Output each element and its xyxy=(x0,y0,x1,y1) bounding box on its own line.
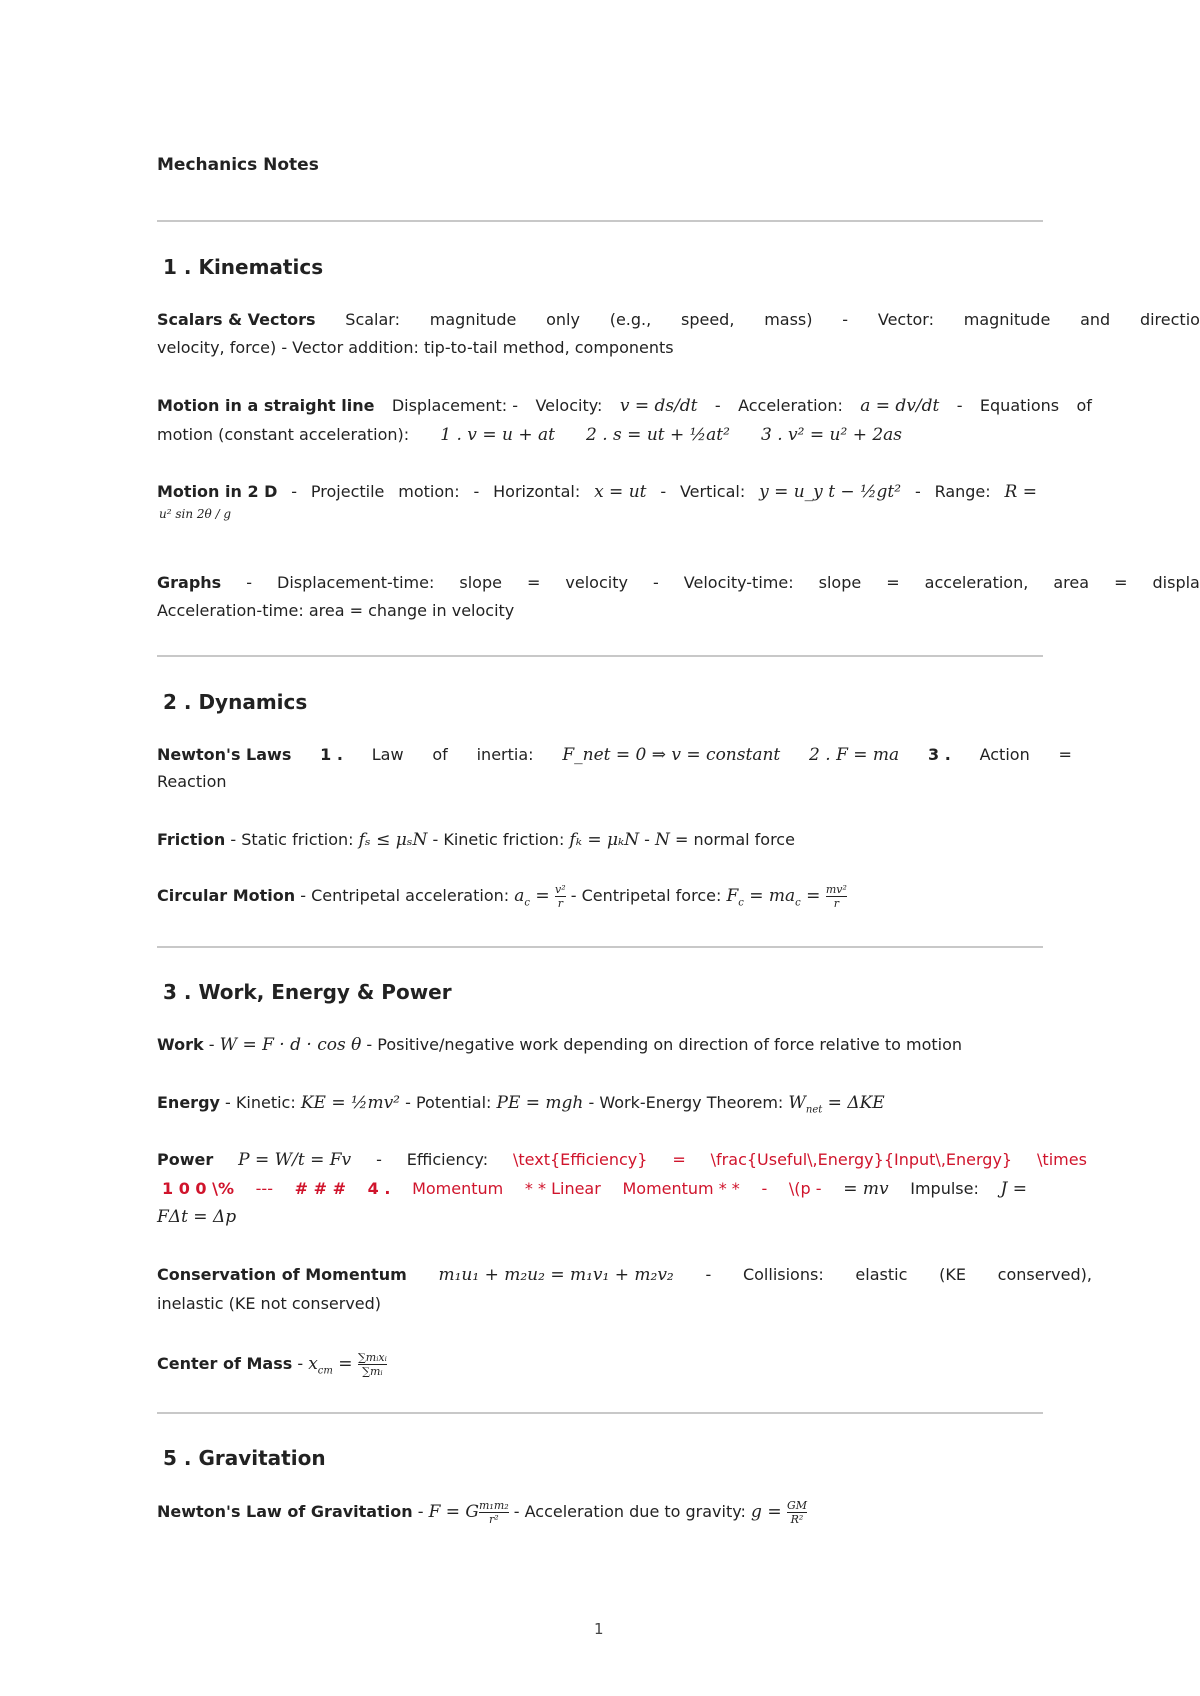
word: Horizontal: xyxy=(493,482,581,501)
com-label: Center of Mass xyxy=(157,1354,293,1373)
eq-sub: c xyxy=(795,897,801,909)
word: - xyxy=(705,1265,712,1284)
word: - xyxy=(956,396,963,415)
range-eq: R = xyxy=(1004,482,1037,502)
word: (KE xyxy=(939,1265,966,1284)
horizontal-eq: x = ut xyxy=(594,482,647,502)
word: Equations xyxy=(979,396,1060,415)
raw-latex: \(p - xyxy=(788,1179,822,1198)
fraction xyxy=(787,1500,807,1525)
word: Action xyxy=(979,745,1030,764)
page-title: Mechanics Notes xyxy=(157,155,319,175)
word: - xyxy=(291,482,298,501)
word: slope xyxy=(459,573,502,592)
divider xyxy=(157,655,1043,657)
text: - Positive/negative work depending on direction of force relative to motion xyxy=(361,1035,963,1054)
kinematic-eq-1: 1 . v = u + at xyxy=(440,425,555,445)
conservation-line-1 xyxy=(157,1265,1092,1285)
text: - Kinetic friction: xyxy=(427,830,570,849)
word: velocity xyxy=(565,573,628,592)
word: Acceleration: xyxy=(738,396,843,415)
eq-part: = ΔKE xyxy=(822,1093,885,1113)
text: - Acceleration due to gravity: xyxy=(508,1502,752,1521)
text: - Work-Energy Theorem: xyxy=(583,1093,789,1112)
newton-line-1 xyxy=(157,745,1072,765)
eq-part: x xyxy=(308,1354,318,1374)
denominator: r xyxy=(557,897,563,910)
text: - Static friction: xyxy=(225,830,359,849)
word: Range: xyxy=(934,482,991,501)
denominator: r xyxy=(833,897,839,910)
denominator: R² xyxy=(790,1513,804,1526)
word: mass) xyxy=(764,310,813,329)
numerator: ∑mᵢxᵢ xyxy=(357,1351,387,1364)
divider xyxy=(157,220,1043,222)
word: of xyxy=(1076,396,1092,415)
raw-latex: Momentum xyxy=(412,1179,504,1198)
section-heading-kinematics: 1 . Kinematics xyxy=(163,255,324,279)
raw-latex: --- xyxy=(255,1179,273,1198)
velocity-eq: v = ds/dt xyxy=(619,396,698,416)
word: Displacement: - xyxy=(391,396,519,415)
circular-label: Circular Motion xyxy=(157,886,296,905)
word: - xyxy=(473,482,480,501)
section-heading-work-energy-power: 3 . Work, Energy & Power xyxy=(163,980,452,1004)
friction-label: Friction xyxy=(157,830,226,849)
raw-latex: # # # xyxy=(294,1179,346,1198)
text: - xyxy=(412,1502,429,1521)
eq-part: g = xyxy=(751,1502,787,1522)
numerator: v² xyxy=(555,883,566,896)
word: - xyxy=(914,482,921,501)
raw-latex: 1 0 0 \% xyxy=(162,1179,234,1198)
word: speed, xyxy=(681,310,735,329)
gravity-accel-eq xyxy=(751,1499,808,1526)
text: = normal force xyxy=(669,830,795,849)
word: - xyxy=(376,1150,382,1169)
word: 1 . xyxy=(320,745,343,764)
word: - xyxy=(652,573,659,592)
word: Efficiency: xyxy=(406,1150,489,1169)
section-heading-dynamics: 2 . Dynamics xyxy=(163,690,308,714)
kinetic-energy-eq: KE = ½mv² xyxy=(300,1093,400,1113)
eq-sub: cm xyxy=(317,1365,333,1377)
text: - Kinetic: xyxy=(219,1093,301,1112)
normal-force-symbol: N xyxy=(655,830,670,850)
word: - xyxy=(660,482,667,501)
second-law-eq: 2 . F = ma xyxy=(809,745,900,765)
motion-label: Motion in a straight line xyxy=(157,396,375,415)
eq-part: F xyxy=(726,886,739,906)
word: slope xyxy=(818,573,862,592)
text: - xyxy=(203,1035,220,1054)
word: conserved), xyxy=(997,1265,1092,1284)
word: Velocity: xyxy=(535,396,603,415)
fraction xyxy=(826,884,847,909)
friction-line xyxy=(157,830,795,850)
divider xyxy=(157,946,1043,948)
static-friction-eq: fₛ ≤ μₛN xyxy=(358,830,428,850)
word: (e.g., xyxy=(609,310,652,329)
word: Collisions: xyxy=(742,1265,824,1284)
numerator: mv² xyxy=(825,883,847,896)
raw-latex: - xyxy=(761,1179,768,1198)
motion-line-1 xyxy=(157,396,1092,416)
word: displa xyxy=(1152,573,1200,592)
gravitation-label: Newton's Law of Gravitation xyxy=(157,1502,413,1521)
centripetal-force-eq xyxy=(726,883,847,910)
acceleration-eq: a = dv/dt xyxy=(860,396,940,416)
text: - xyxy=(292,1354,309,1373)
scalars-label: Scalars & Vectors xyxy=(157,310,316,329)
graphs-label: Graphs xyxy=(157,573,222,592)
word: motion: xyxy=(398,482,460,501)
word: magnitude xyxy=(429,310,517,329)
denominator: r² xyxy=(489,1513,499,1526)
conservation-eq: m₁u₁ + m₂u₂ = m₁v₁ + m₂v₂ xyxy=(438,1265,674,1285)
center-of-mass-eq xyxy=(308,1351,387,1378)
word: inertia: xyxy=(476,745,534,764)
kinetic-friction-eq: fₖ = μₖN xyxy=(569,830,640,850)
word: Velocity-time: xyxy=(683,573,794,592)
divider xyxy=(157,1412,1043,1414)
raw-latex: Momentum * * xyxy=(622,1179,740,1198)
word: of xyxy=(432,745,448,764)
impulse-formula: FΔt = Δp xyxy=(157,1207,237,1227)
eq-part: = xyxy=(529,886,556,906)
graphs-line-2: Acceleration-time: area = change in velocity xyxy=(157,601,515,620)
fraction xyxy=(555,884,566,909)
power-eq: P = W/t = Fv xyxy=(238,1150,352,1170)
word: directio xyxy=(1139,310,1200,329)
word: Impulse: xyxy=(910,1179,979,1198)
first-law-eq: F_net = 0 ⇒ v = constant xyxy=(562,745,781,765)
raw-latex: \text{Efficiency} xyxy=(513,1150,648,1169)
work-energy-eq xyxy=(788,1093,885,1116)
raw-latex: \frac{Useful\,Energy}{Input\,Energy} xyxy=(710,1150,1013,1169)
eq-sub: c xyxy=(738,897,744,909)
motion2d-label: Motion in 2 D xyxy=(157,482,278,501)
kinematic-eq-3: 3 . v² = u² + 2as xyxy=(761,425,903,445)
eq-part: a xyxy=(514,886,525,906)
conservation-label: Conservation of Momentum xyxy=(157,1265,407,1284)
word: - xyxy=(842,310,849,329)
graphs-line-1 xyxy=(157,573,1200,592)
newton-line-2: Reaction xyxy=(157,772,227,791)
work-eq: W = F · d · cos θ xyxy=(219,1035,362,1055)
circular-line xyxy=(157,884,847,909)
page-number: 1 xyxy=(594,1620,604,1638)
eq-sub: c xyxy=(524,897,530,909)
word: Displacement-time: xyxy=(277,573,435,592)
scalars-line-1 xyxy=(157,310,1200,329)
work-label: Work xyxy=(157,1035,204,1054)
denominator: ∑mᵢ xyxy=(362,1365,383,1378)
text: - Potential: xyxy=(400,1093,497,1112)
power-line-1 xyxy=(157,1150,1087,1170)
eq-sub: net xyxy=(805,1104,823,1116)
section-heading-gravitation: 5 . Gravitation xyxy=(163,1446,326,1470)
scalars-line-2: velocity, force) - Vector addition: tip-to-tail method, components xyxy=(157,338,674,357)
impulse-eq: J = xyxy=(1000,1179,1027,1199)
word: elastic xyxy=(855,1265,908,1284)
energy-label: Energy xyxy=(157,1093,220,1112)
kinematic-eq-2: 2 . s = ut + ½at² xyxy=(586,425,730,445)
raw-latex: \times xyxy=(1037,1150,1087,1169)
gravitation-line xyxy=(157,1500,807,1525)
word: Scalar: xyxy=(345,310,400,329)
word: Projectile xyxy=(310,482,385,501)
eq-part: = xyxy=(800,886,826,906)
word: acceleration, xyxy=(924,573,1029,592)
word: = xyxy=(886,573,900,592)
momentum-eq: = mv xyxy=(843,1179,889,1199)
fraction xyxy=(358,1352,387,1377)
word: and xyxy=(1080,310,1111,329)
raw-latex: 4 . xyxy=(367,1179,391,1198)
eq-part: F = G xyxy=(428,1502,479,1522)
text: - Centripetal force: xyxy=(565,886,727,905)
potential-energy-eq: PE = mgh xyxy=(496,1093,584,1113)
motion-line-2-text: motion (constant acceleration): xyxy=(157,425,410,444)
conservation-line-2: inelastic (KE not conserved) xyxy=(157,1294,382,1313)
newton-label: Newton's Laws xyxy=(157,745,292,764)
eq-part: = ma xyxy=(743,886,796,906)
word: Vector: xyxy=(877,310,934,329)
numerator: m₁m₂ xyxy=(479,1499,509,1512)
word: - xyxy=(714,396,721,415)
work-line xyxy=(157,1035,962,1055)
word: - xyxy=(246,573,252,592)
eq-part: W xyxy=(788,1093,806,1113)
raw-latex: * * Linear xyxy=(524,1179,601,1198)
word: Law xyxy=(371,745,404,764)
gravitation-eq xyxy=(428,1499,509,1526)
range-formula: u² sin 2θ / g xyxy=(159,507,232,521)
word: = xyxy=(526,573,541,592)
motion2d-line-1 xyxy=(157,482,1037,502)
word: Vertical: xyxy=(679,482,746,501)
text: - xyxy=(639,830,656,849)
word: only xyxy=(546,310,580,329)
word: = xyxy=(1058,745,1072,764)
centripetal-accel-eq xyxy=(514,883,566,910)
text: - Centripetal acceleration: xyxy=(295,886,515,905)
numerator: GM xyxy=(786,1499,808,1512)
eq-part: = xyxy=(332,1354,358,1374)
power-label: Power xyxy=(157,1150,214,1169)
word: magnitude xyxy=(963,310,1051,329)
motion-line-2 xyxy=(157,425,902,445)
raw-latex: = xyxy=(672,1150,686,1169)
word: area xyxy=(1053,573,1090,592)
power-line-2 xyxy=(162,1179,1027,1199)
energy-line xyxy=(157,1093,885,1115)
center-of-mass-line xyxy=(157,1352,387,1377)
vertical-eq: y = u_y t − ½gt² xyxy=(759,482,902,502)
word: = xyxy=(1114,573,1128,592)
fraction xyxy=(479,1500,509,1525)
word: 3 . xyxy=(928,745,951,764)
